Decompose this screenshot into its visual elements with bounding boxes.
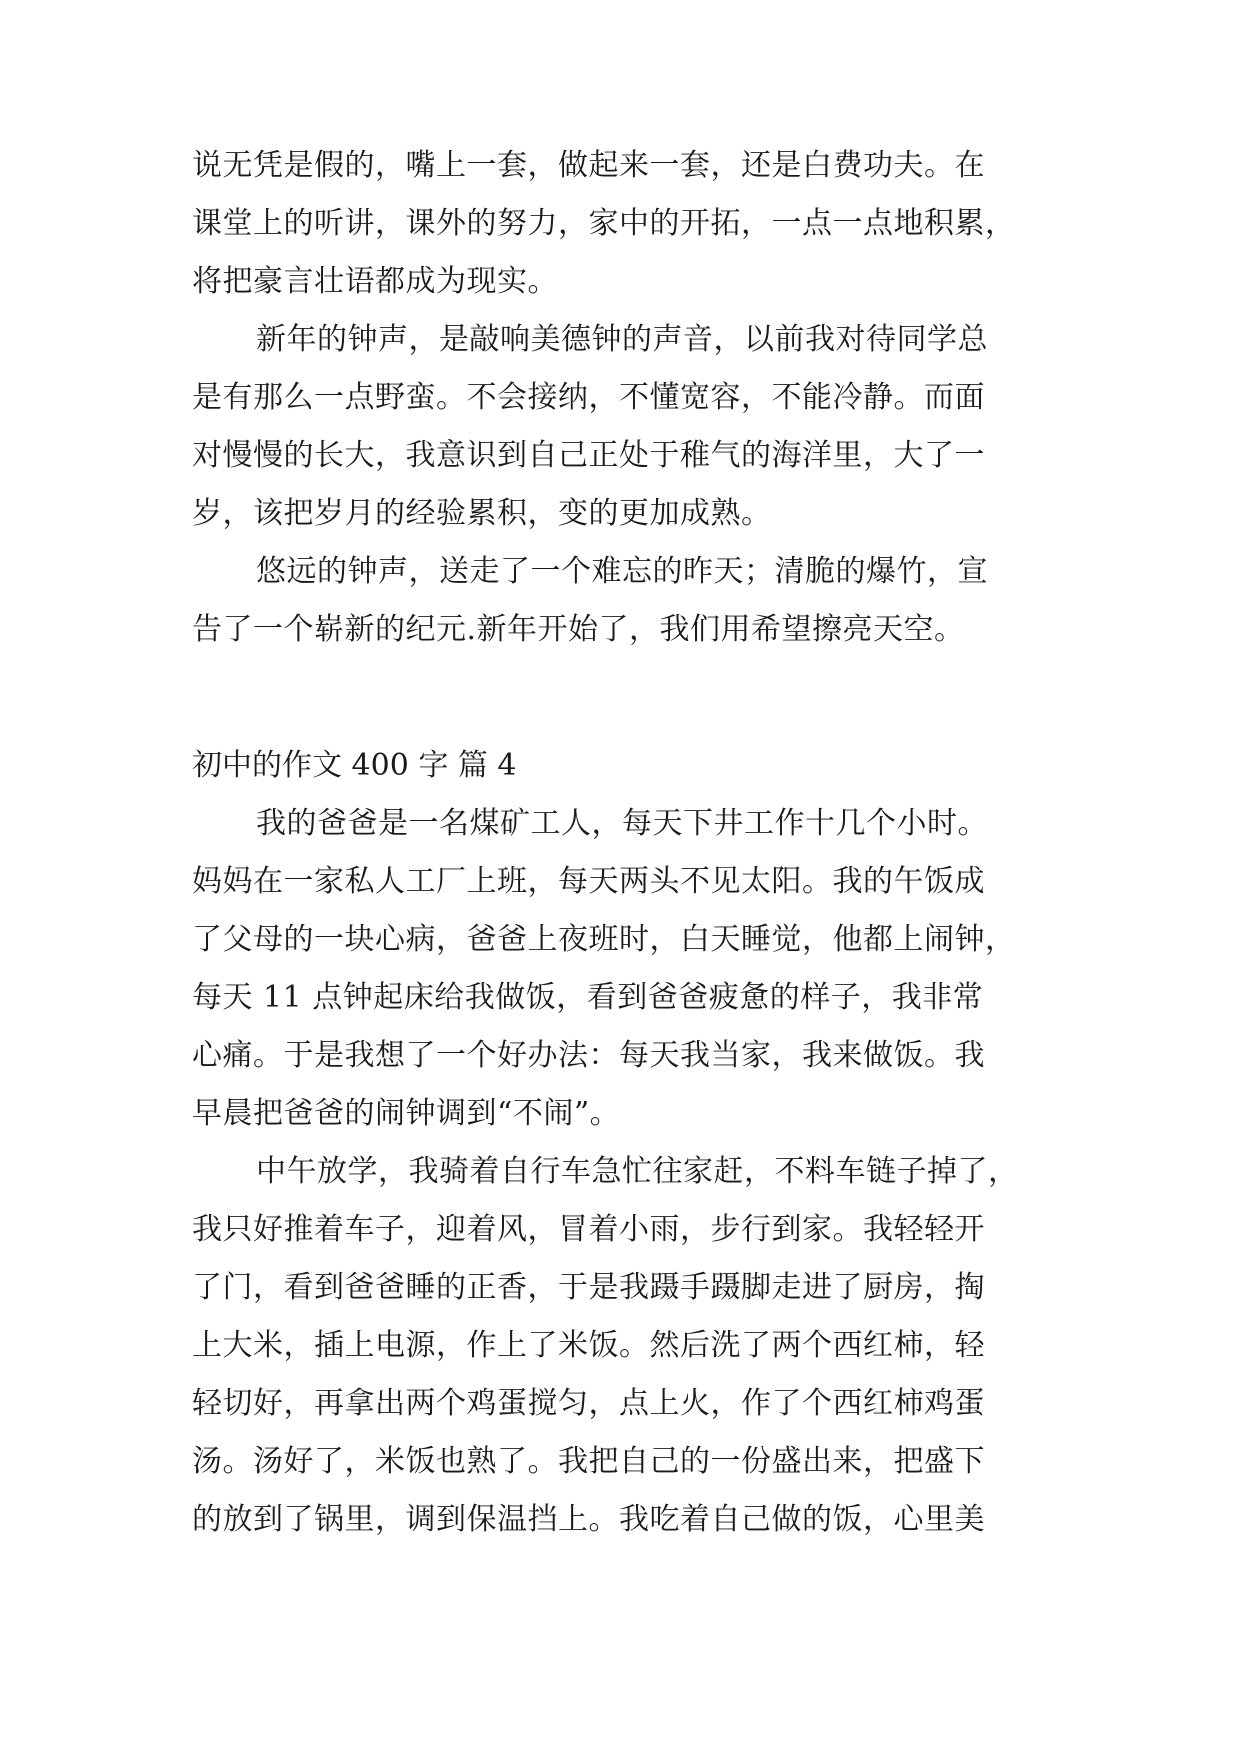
text-line: 中午放学，我骑着自行车急忙往家赶，不料车链子掉了， (256, 1154, 1019, 1189)
text-line: 告了一个崭新的纪元.新年开始了，我们用希望擦亮天空。 (192, 612, 965, 647)
text-line: 妈妈在一家私人工厂上班，每天两头不见太阳。我的午饭成 (192, 864, 985, 899)
text-line: 上大米，插上电源，作上了米饭。然后洗了两个西红柿，轻 (192, 1328, 985, 1363)
text-line: 了父母的一块心病，爸爸上夜班时，白天睡觉，他都上闹钟， (192, 922, 1016, 957)
text-line: 将把豪言壮语都成为现实。 (192, 264, 558, 299)
paragraph-3 (192, 543, 1062, 659)
section-heading: 初中的作文 400 字 篇 4 (192, 748, 517, 783)
text-line: 新年的钟声，是敲响美德钟的声音，以前我对待同学总 (256, 322, 988, 357)
text-line: 心痛。于是我想了一个好办法：每天我当家，我来做饭。我 (192, 1038, 985, 1073)
text-line: 我只好推着车子，迎着风，冒着小雨，步行到家。我轻轻开 (192, 1212, 985, 1247)
text-line: 我的爸爸是一名煤矿工人，每天下井工作十几个小时。 (256, 806, 988, 841)
text-line: 是有那么一点野蛮。不会接纳，不懂宽容，不能冷静。而面 (192, 380, 985, 415)
paragraph-5 (192, 1143, 1062, 1549)
paragraph-2 (192, 311, 1062, 543)
section-4 (192, 737, 1062, 1549)
continued-section (192, 137, 1062, 659)
text-line: 岁，该把岁月的经验累积，变的更加成熟。 (192, 496, 772, 531)
text-line: 的放到了锅里，调到保温挡上。我吃着自己做的饭，心里美 (192, 1502, 985, 1537)
text-line: 每天 11 点钟起床给我做饭，看到爸爸疲惫的样子，我非常 (192, 980, 984, 1015)
text-line: 悠远的钟声，送走了一个难忘的昨天；清脆的爆竹，宣 (256, 554, 988, 589)
paragraph-4 (192, 795, 1062, 1143)
text-line: 说无凭是假的，嘴上一套，做起来一套，还是白费功夫。在 (192, 148, 985, 183)
paragraph-1 (192, 137, 1062, 311)
text-line: 轻切好，再拿出两个鸡蛋搅匀，点上火，作了个西红柿鸡蛋 (192, 1386, 985, 1421)
text-line: 早晨把爸爸的闹钟调到“不闹”。 (192, 1096, 621, 1131)
text-line: 对慢慢的长大，我意识到自己正处于稚气的海洋里，大了一 (192, 438, 985, 473)
text-line: 汤。汤好了，米饭也熟了。我把自己的一份盛出来，把盛下 (192, 1444, 985, 1479)
text-line: 课堂上的听讲，课外的努力，家中的开拓，一点一点地积累， (192, 206, 1016, 241)
text-line: 了门，看到爸爸睡的正香，于是我蹑手蹑脚走进了厨房，掏 (192, 1270, 985, 1305)
